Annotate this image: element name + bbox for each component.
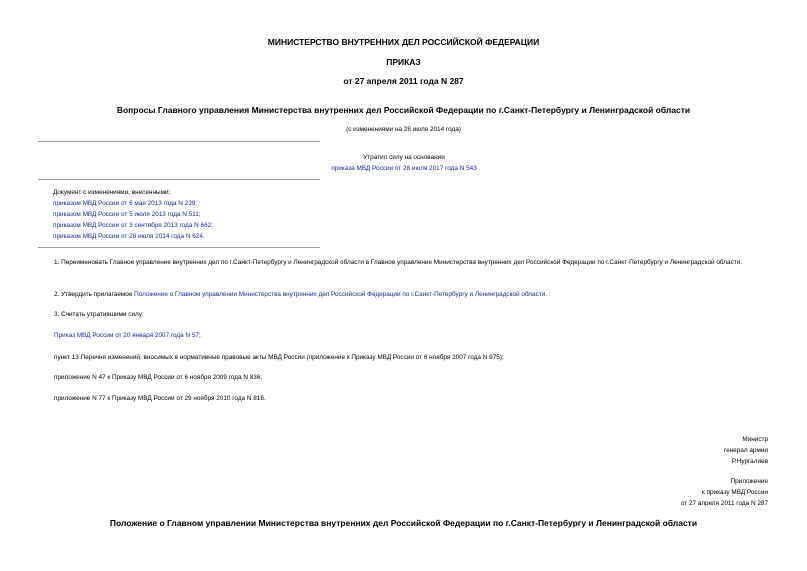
appendix-block xyxy=(681,477,768,509)
status-repeal-link[interactable]: приказа МВД России от 28 июля 2017 года N 543 xyxy=(331,165,477,172)
signature-name: Р.Нургалиев xyxy=(731,457,768,465)
paragraph-1: 1. Переименовать Главное управление внутренних дел по г.Санкт-Петербургу и Ленинградской области в Главное управление Министерства внутренних дел Российской Федерации по г.Санкт-Петербургу и Ленинградской области. xyxy=(54,259,743,266)
appendix-line-2: к приказу МВД России xyxy=(701,488,768,496)
section-title: Положение о Главном управлении Министерства внутренних дел Российской Федерации по г.Санкт-Петербургу и Ленинградской области xyxy=(109,518,698,528)
status-text: Утратил силу на основании xyxy=(363,154,445,161)
amendment-link[interactable]: приказом МВД России от 6 мая 2013 года N 239; xyxy=(53,200,198,207)
amendment-link[interactable]: приказом МВД России от 28 июля 2014 года N 624. xyxy=(53,233,205,240)
appendix-line-3: от 27 апреля 2011 года N 287 xyxy=(680,499,768,507)
amendment-link[interactable]: приказом МВД России от 3 сентября 2013 года N 662; xyxy=(53,222,213,229)
signature-rank: генерал армии xyxy=(723,446,768,454)
paragraph-3: 3. Считать утратившими силу: xyxy=(54,311,144,318)
signature-block xyxy=(724,435,768,467)
paragraph-2-text: 2. Утвердить прилагаемое xyxy=(54,291,135,298)
amendments-heading: Документ с изменениями, внесенными: xyxy=(53,189,171,196)
doc-date-heading: от 27 апреля 2011 года N 287 xyxy=(343,76,464,86)
divider xyxy=(38,141,320,142)
page-title: Вопросы Главного управления Министерства внутренних дел Российской Федерации по г.Санкт-Петербургу и Ленинградской области xyxy=(116,105,691,115)
paragraph-4: пункт 13 Перечня изменений, вносимых в нормативные правовые акты МВД России (приложение к Приказу МВД России от 6 ноября 2007 года N 975); xyxy=(54,354,504,361)
repealed-order-item xyxy=(38,331,770,342)
appendix-line-1: Приложение xyxy=(730,478,768,485)
ministry-heading: МИНИСТЕРСТВО ВНУТРЕННИХ ДЕЛ РОССИЙСКОЙ ФЕДЕРАЦИИ xyxy=(267,37,540,47)
paragraph-6: приложение N 77 к Приказу МВД России от 29 ноября 2010 года N 816. xyxy=(54,395,266,402)
changes-note: (с изменениями на 28 июля 2014 года) xyxy=(346,126,461,133)
regulation-link[interactable]: Положение о Главном управлении Министерства внутренних дел Российской Федерации по г.Санкт-Петербургу и Ленинградской области xyxy=(134,291,546,298)
paragraph-2 xyxy=(38,290,770,301)
amendment-link[interactable]: приказом МВД России от 5 июля 2013 года N 511; xyxy=(53,211,201,218)
status-block xyxy=(38,152,770,174)
repealed-order-link[interactable]: Приказ МВД России от 20 января 2007 года N 57 xyxy=(54,332,199,339)
paragraph-2-end: . xyxy=(545,291,548,298)
divider xyxy=(38,247,320,248)
repealed-order-end: ; xyxy=(198,332,201,339)
paragraph-5: приложение N 47 к Приказу МВД России от 6 ноября 2009 года N 836; xyxy=(54,374,263,381)
amendments-block xyxy=(53,187,453,242)
doc-type-heading: ПРИКАЗ xyxy=(386,57,421,67)
divider xyxy=(38,179,320,180)
signature-position: Министр xyxy=(742,436,768,443)
